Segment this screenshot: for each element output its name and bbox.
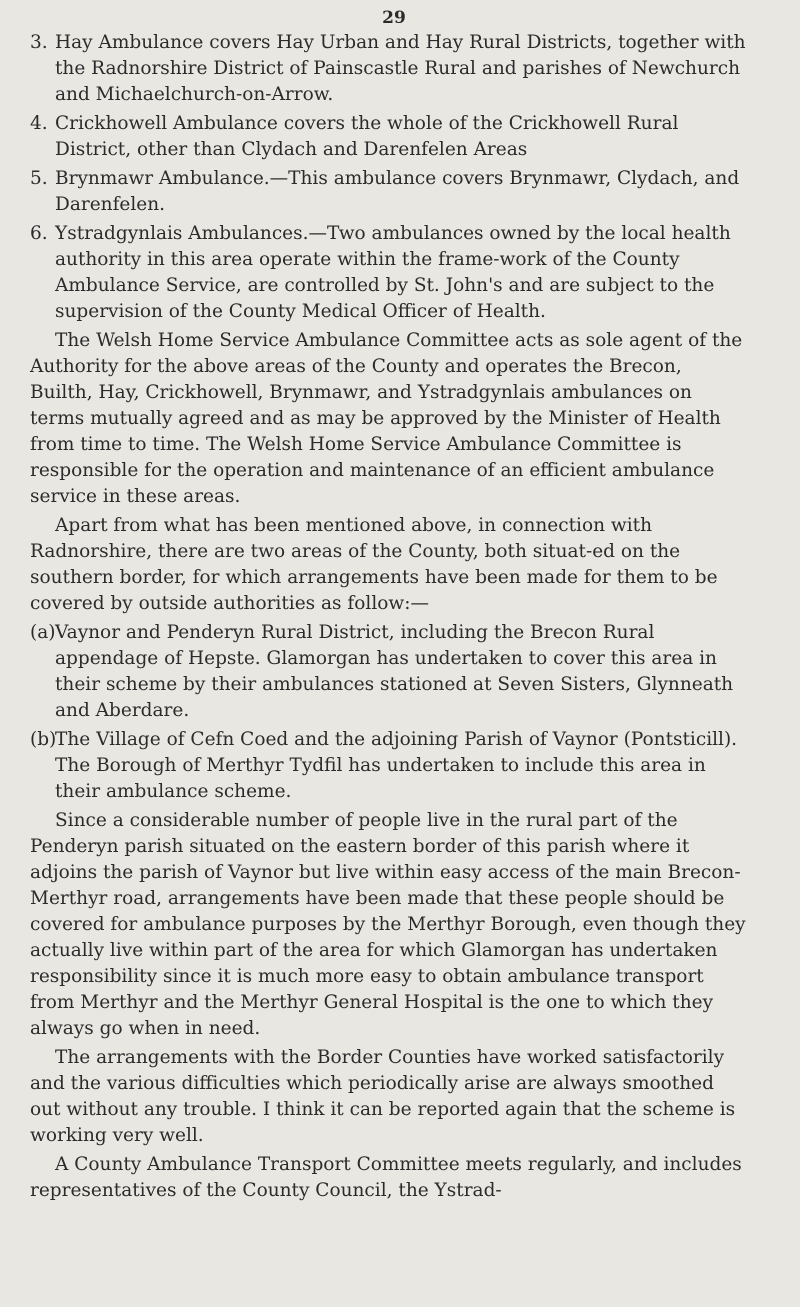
page-number: 29 xyxy=(382,8,406,28)
numbered-item-3 xyxy=(30,30,748,108)
paragraph-outside-authorities: Apart from what has been mentioned above, in connection with Radnorshire, there are two areas of the County, both situat-ed on the southern border, for which arrangements have been made for them to be covered by outside authorities as follow:— xyxy=(30,515,718,614)
numbered-item-5 xyxy=(30,166,748,218)
item-text: Ystradgynlais Ambulances.—Two ambulances owned by the local health authority in this area operate within the frame-work of the County Ambulance Service, are controlled by St. John's and are subject to the supervision of the County Medical Officer of Health. xyxy=(55,223,731,322)
paragraph-border-counties: The arrangements with the Border Counties have worked satisfactorily and the various difficulties which periodically arise are always smoothed out without any trouble. I think it can be reported again that the scheme is working very well. xyxy=(30,1047,736,1146)
item-text: Crickhowell Ambulance covers the whole of the Crickhowell Rural District, other than Clydach and Darenfelen Areas xyxy=(55,113,679,160)
item-text: Vaynor and Penderyn Rural District, including the Brecon Rural appendage of Hepste. Glamorgan has undertaken to cover this area in their scheme by their ambulances stationed at Seven Sisters, Glynneath and Aberdare. xyxy=(55,622,734,721)
item-number: 6. xyxy=(30,223,48,244)
lettered-item-b xyxy=(30,727,748,805)
numbered-item-4 xyxy=(30,111,748,163)
numbered-item-6 xyxy=(30,221,748,325)
item-number: 4. xyxy=(30,113,48,134)
item-text: Hay Ambulance covers Hay Urban and Hay Rural Districts, together with the Radnorshire District of Painscastle Rural and parishes of Newchurch and Michaelchurch-on-Arrow. xyxy=(55,32,746,105)
item-number: 3. xyxy=(30,32,48,53)
item-number: 5. xyxy=(30,168,48,189)
item-text: Brynmawr Ambulance.—This ambulance covers Brynmawr, Clydach, and Darenfelen. xyxy=(55,168,740,215)
paragraph-transport-committee: A County Ambulance Transport Committee meets regularly, and includes representatives of the County Council, the Ystrad- xyxy=(30,1154,742,1201)
lettered-item-a xyxy=(30,620,748,724)
item-text: The Village of Cefn Coed and the adjoining Parish of Vaynor (Pontsticill). The Borough of Merthyr Tydfil has undertaken to include this area in their ambulance scheme. xyxy=(55,729,738,802)
paragraph-welsh-home-service: The Welsh Home Service Ambulance Committee acts as sole agent of the Authority for the above areas of the County and operates the Brecon, Builth, Hay, Crickhowell, Brynmawr, and Ystradgynlais ambulances on terms mutually agreed and as may be approved by the Minister of Health from time to time. The Welsh Home Service Ambulance Committee is responsible for the operation and maintenance of an efficient ambulance service in these areas. xyxy=(30,330,743,507)
item-letter: (a) xyxy=(30,622,56,643)
paragraph-penderyn-parish: Since a considerable number of people live in the rural part of the Penderyn parish situated on the eastern border of this parish where it adjoins the parish of Vaynor but live within easy access of the main Brecon-Merthyr road, arrangements have been made that these people should be covered for ambulance purposes by the Merthyr Borough, even though they actually live within part of the area for which Glamorgan has undertaken responsibility since it is much more easy to obtain ambulance transport from Merthyr and the Merthyr General Hospital is the one to which they always go when in need. xyxy=(30,810,746,1039)
item-letter: (b) xyxy=(30,729,57,750)
